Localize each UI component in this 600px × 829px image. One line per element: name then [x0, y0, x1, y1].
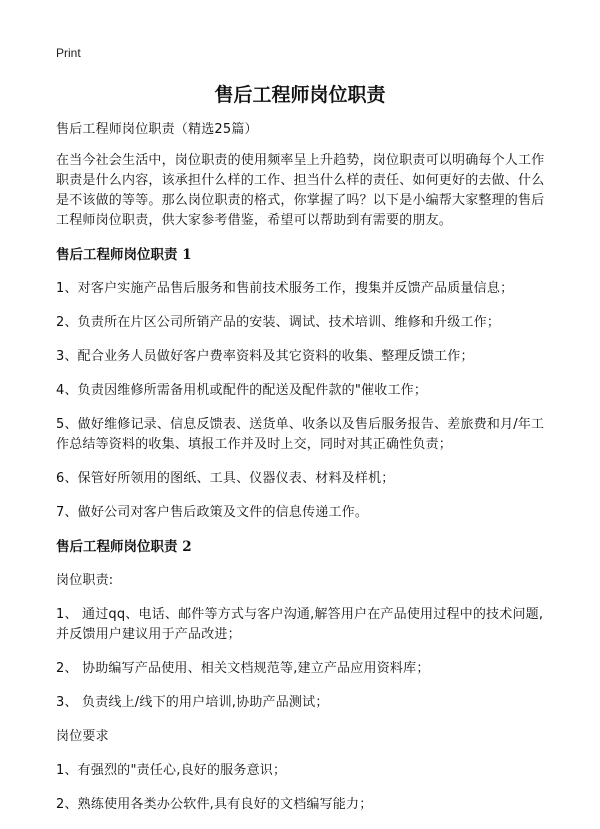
requirement-item: 2、熟练使用各类办公软件,具有良好的文档编写能力；	[56, 797, 373, 812]
page-title: 售后工程师岗位职责	[214, 84, 386, 106]
section-heading-1: 售后工程师岗位职责 1	[56, 247, 192, 263]
document-body	[56, 120, 556, 829]
duty-item: 1、 通过qq、电话、邮件等方式与客户沟通,解答用户在产品使用过程中的技术问题,并反馈用户建议用于产品改进；	[56, 607, 544, 642]
print-label: Print	[56, 46, 81, 60]
duty-item: 2、 协助编写产品使用、相关文档规范等,建立产品应用资料库；	[56, 661, 430, 676]
requirement-item: 1、有强烈的"责任心,良好的服务意识；	[56, 763, 287, 778]
duty-item: 2、负责所在片区公司所销产品的安装、调试、技术培训、维修和升级工作；	[56, 315, 501, 330]
requirements-label: 岗位要求	[56, 729, 109, 744]
duty-item: 3、配合业务人员做好客户费率资料及其它资料的收集、整理反馈工作；	[56, 349, 474, 364]
duty-item: 4、负责因维修所需备用机或配件的配送及配件款的"催收工作；	[56, 383, 428, 398]
duties-label: 岗位职责:	[56, 573, 114, 588]
intro-paragraph: 在当今社会生活中，岗位职责的使用频率呈上升趋势，岗位职责可以明确每个人工作职责是什么内容，该承担什么样的工作、担当什么样的责任、如何更好的去做、什么是不该做的等等。那么岗位职责的格式，你掌握了吗？以下是小编帮大家整理的售后工程师岗位职责，供大家参考借鉴，希望可以帮助到有需要的朋友。	[56, 153, 545, 228]
duty-item: 6、保管好所领用的图纸、工具、仪器仪表、材料及样机；	[56, 471, 395, 486]
duty-item: 5、做好维修记录、信息反馈表、送货单、收条以及售后服务报告、差旅费和月/年工作总结等资料的收集、填报工作并及时上交，同时对其正确性负责；	[56, 417, 545, 452]
document-subtitle: 售后工程师岗位职责（精选25篇）	[56, 122, 258, 137]
section-heading-2: 售后工程师岗位职责 2	[56, 539, 192, 555]
duty-item: 1、对客户实施产品售后服务和售前技术服务工作，搜集并反馈产品质量信息；	[56, 281, 514, 296]
duty-item: 7、做好公司对客户售后政策及文件的信息传递工作。	[56, 505, 369, 520]
duty-item: 3、 负责线上/线下的用户培训,协助产品测试；	[56, 695, 329, 710]
